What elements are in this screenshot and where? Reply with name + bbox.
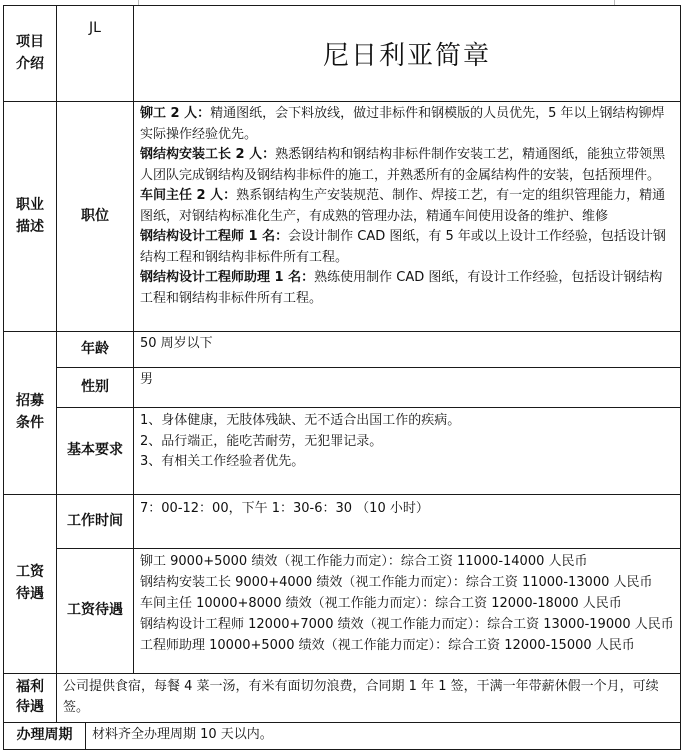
pay-item: 工程师助理 10000+5000 绩效（视工作能力而定）：综合工资 12000-15000 人民币 bbox=[140, 638, 635, 653]
position-item bbox=[140, 186, 674, 227]
project-intro-label bbox=[3, 5, 57, 102]
label-line: 待遇 bbox=[16, 586, 44, 602]
gender-label bbox=[56, 367, 134, 408]
label-line: 招募 bbox=[16, 393, 44, 410]
work-time-label bbox=[56, 494, 134, 549]
pay-label bbox=[56, 548, 134, 674]
work-time-text: 7：00-12：00，下午 1：30-6：30 （10 小时） bbox=[140, 501, 429, 516]
age-text: 50 周岁以下 bbox=[140, 336, 213, 351]
requirement-item: 1、身体健康，无肢体残缺、无不适合出国工作的疾病。 bbox=[140, 413, 461, 428]
requirement-item: 2、品行端正，能吃苦耐劳，无犯罪记录。 bbox=[140, 433, 383, 449]
label-line: 待遇 bbox=[16, 699, 44, 715]
processing-period-value bbox=[85, 722, 681, 750]
label-line: 福利 bbox=[16, 679, 44, 696]
processing-period-label bbox=[3, 722, 86, 750]
project-code-cell bbox=[56, 5, 134, 102]
label-text: 基本要求 bbox=[67, 442, 123, 459]
position-label bbox=[56, 101, 134, 332]
label-line: 职业 bbox=[16, 196, 44, 213]
label-text: 年龄 bbox=[81, 340, 109, 357]
position-item bbox=[140, 104, 674, 145]
label-text: 职位 bbox=[81, 207, 109, 224]
positions-list bbox=[133, 101, 681, 332]
salary-section-label bbox=[3, 494, 57, 674]
pay-item: 钢结构安装工长 9000+4000 绩效（视工作能力而定）：综合工资 11000-13000 人民币 bbox=[140, 575, 653, 590]
gender-text: 男 bbox=[140, 372, 154, 387]
position-title: 车间主任 2 人： bbox=[140, 188, 237, 203]
position-item bbox=[140, 268, 674, 309]
position-title: 钢结构设计工程师助理 1 名： bbox=[140, 270, 315, 285]
position-text: 熟练使用制作 CAD 图纸，有设计工作经验，包括设计钢结构工程和钢结构非标件所有工程。 bbox=[140, 270, 663, 306]
gender-value bbox=[133, 367, 681, 408]
label-line: 项目 bbox=[16, 33, 44, 50]
pay-list bbox=[133, 548, 681, 674]
label-line: 工资 bbox=[16, 564, 44, 581]
position-text: 熟系钢结构生产安装规范、制作、焊接工艺，有一定的组织管理能力，精通图纸，对钢结构标准化生产，有成熟的管理办法，精通车间使用设备的维护、维修 bbox=[140, 188, 666, 224]
title-cell bbox=[133, 5, 681, 102]
label-text: 工资待遇 bbox=[67, 602, 123, 619]
benefits-label bbox=[3, 673, 57, 723]
job-description-label bbox=[3, 101, 57, 332]
basic-requirements-label bbox=[56, 407, 134, 495]
recruitment-conditions-label bbox=[3, 331, 57, 495]
pay-item: 钢结构设计工程师 12000+7000 绩效（视工作能力而定）：综合工资 13000-19000 人民币 bbox=[140, 617, 674, 632]
pay-item: 车间主任 10000+8000 绩效（视工作能力而定）：综合工资 12000-18000 人民币 bbox=[140, 596, 622, 611]
label-line: 介绍 bbox=[16, 55, 44, 72]
pay-item: 铆工 9000+5000 绩效（视工作能力而定）：综合工资 11000-14000 人民币 bbox=[140, 554, 588, 569]
label-text: 办理周期 bbox=[16, 727, 73, 744]
position-item bbox=[140, 145, 674, 186]
processing-text: 材料齐全办理周期 10 天以内。 bbox=[92, 727, 273, 742]
position-text: 会设计制作 CAD 图纸，有 5 年或以上设计工作经验，包括设计钢结构工程和钢结构非标件所有工程。 bbox=[140, 229, 666, 265]
label-text: 工作时间 bbox=[67, 512, 123, 529]
page-title: 尼日利亚简章 bbox=[322, 41, 491, 71]
age-label bbox=[56, 331, 134, 368]
age-value bbox=[133, 331, 681, 368]
label-text: 性别 bbox=[81, 378, 109, 395]
position-title: 钢结构安装工长 2 人： bbox=[140, 147, 276, 162]
label-line: 条件 bbox=[16, 415, 44, 431]
position-item bbox=[140, 227, 674, 268]
label-line: 描述 bbox=[16, 218, 44, 235]
position-text: 熟悉钢结构和钢结构非标件制作安装工艺，精通图纸，能独立带领黑人团队完成钢结构及钢结构非标件的施工，并熟悉所有的金属结构件的安装，包括预埋件。 bbox=[140, 147, 666, 183]
basic-requirements-list bbox=[133, 407, 681, 495]
requirement-item: 3、有相关工作经验者优先。 bbox=[140, 454, 305, 469]
work-time-value bbox=[133, 494, 681, 549]
benefits-text-cell bbox=[56, 673, 681, 723]
benefits-text: 公司提供食宿，每餐 4 菜一汤，有米有面切勿浪费，合同期 1 年 1 签，干满一年带薪休假一个月，可续签。 bbox=[63, 679, 659, 715]
project-code: JL bbox=[89, 20, 101, 36]
position-title: 铆工 2 人： bbox=[140, 106, 211, 121]
position-text: 精通图纸，会下料放线，做过非标件和钢模版的人员优先，5 年以上钢结构铆焊实际操作经验优先。 bbox=[140, 106, 665, 142]
position-title: 钢结构设计工程师 1 名： bbox=[140, 229, 289, 244]
